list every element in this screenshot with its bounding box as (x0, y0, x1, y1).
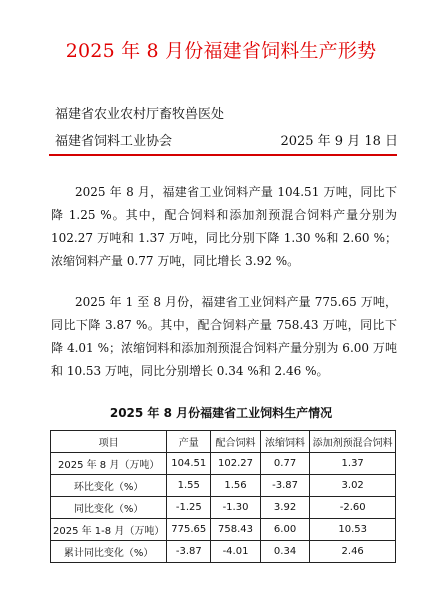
cell-output: -1.25 (167, 497, 211, 519)
cell-additive-premix: -2.60 (310, 497, 396, 519)
table-row (51, 475, 396, 497)
cell-compound-feed: -1.30 (211, 497, 261, 519)
row-label: 2025 年 1-8 月（万吨） (51, 519, 167, 541)
cell-concentrated-feed: 0.34 (260, 541, 310, 563)
cell-output: 775.65 (167, 519, 211, 541)
table-header-row (51, 431, 396, 453)
issuing-association: 福建省饲料工业协会 (55, 134, 173, 149)
cell-additive-premix: 3.02 (310, 475, 396, 497)
cell-output: 104.51 (167, 453, 211, 475)
issue-date: 2025 年 9 月 18 日 (280, 134, 398, 149)
document-title: 2025 年 8 月份福建省饲料生产形势 (65, 40, 377, 62)
header-item: 项目 (51, 431, 167, 453)
header-compound-feed: 配合饲料 (211, 431, 261, 453)
table-row (51, 453, 396, 475)
cell-concentrated-feed: 0.77 (260, 453, 310, 475)
feed-production-table (50, 430, 396, 563)
red-divider-rule (49, 154, 397, 156)
cell-compound-feed: 1.56 (211, 475, 261, 497)
header-output: 产量 (167, 431, 211, 453)
issuing-department: 福建省农业农村厅畜牧兽医处 (55, 107, 225, 122)
cell-concentrated-feed: 6.00 (260, 519, 310, 541)
cell-output: -3.87 (167, 541, 211, 563)
table-title: 2025 年 8 月份福建省工业饲料生产情况 (109, 406, 333, 420)
cell-compound-feed: 102.27 (211, 453, 261, 475)
table-row (51, 541, 396, 563)
cell-additive-premix: 10.53 (310, 519, 396, 541)
cell-additive-premix: 1.37 (310, 453, 396, 475)
table-row (51, 519, 396, 541)
cell-concentrated-feed: 3.92 (260, 497, 310, 519)
row-label: 同比变化（%） (51, 497, 167, 519)
paragraph-monthly-summary: 2025 年 8 月，福建省工业饲料产量 104.51 万吨，同比下降 1.25 %。其中，配合饲料和添加剂预混合饲料产量分别为 102.27 万吨和 1.37 万吨，同比分别下降 1.30 %和 2.60 %；浓缩饲料产量 0.77 万吨，同比增长 3.92 %。 (51, 185, 397, 268)
cell-additive-premix: 2.46 (310, 541, 396, 563)
cell-compound-feed: -4.01 (211, 541, 261, 563)
cell-concentrated-feed: -3.87 (260, 475, 310, 497)
table-row (51, 497, 396, 519)
header-concentrated-feed: 浓缩饲料 (260, 431, 310, 453)
cell-compound-feed: 758.43 (211, 519, 261, 541)
row-label: 环比变化（%） (51, 475, 167, 497)
header-additive-premix: 添加剂预混合饲料 (310, 431, 396, 453)
row-label: 累计同比变化（%） (51, 541, 167, 563)
row-label: 2025 年 8 月（万吨） (51, 453, 167, 475)
paragraph-ytd-summary: 2025 年 1 至 8 月份，福建省工业饲料产量 775.65 万吨，同比下降 3.87 %。其中，配合饲料产量 758.43 万吨，同比下降 4.01 %；浓缩饲料和添加剂预混合饲料产量分别为 6.00 万吨和 10.53 万吨，同比分别增长 0.34 %和 2.46 %。 (51, 295, 397, 378)
cell-output: 1.55 (167, 475, 211, 497)
